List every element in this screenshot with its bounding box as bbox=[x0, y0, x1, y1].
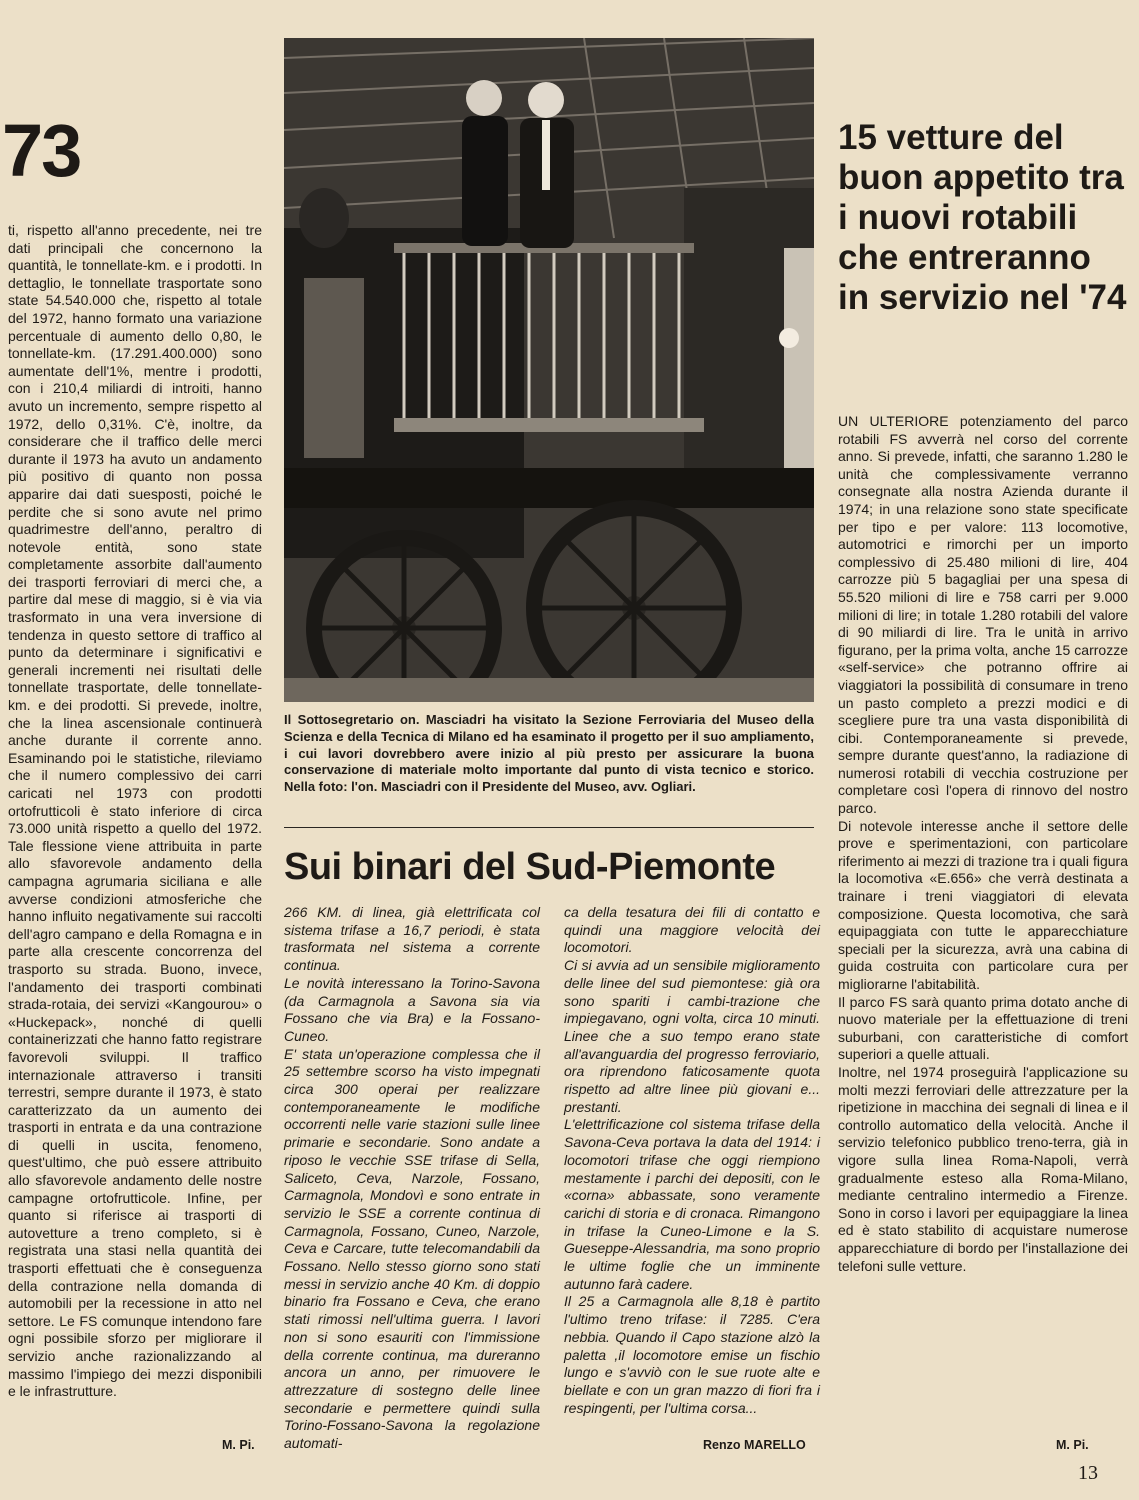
paragraph: Ci si avvia ad un sensibile miglioramento delle linee del sud piemontese: già ora sono spariti i cambi-trazione che impiegavano, ogni volta, circa 10 minuti. Linee che a suo tempo erano state all'avanguardia del progresso ferroviario, ora riprendono faticosamente quota rispetto ad altre linee più giovani e... prestanti. bbox=[564, 957, 820, 1115]
vetture-article bbox=[838, 413, 1128, 1275]
paragraph: Di notevole interesse anche il settore delle prove e sperimentazioni, con particolare riferimento ai mezzi di trazione tra i quali figura la locomotiva «E.656» che verrà destinata a trainare i treni viaggiatori di elevata composizione. Questa locomotiva, che sarà equipaggiata con tutte le apparecchiature speciali per la sicurezza, avrà una cabina di guida costruita con particolare cura per migliorarne l'abitabilità. bbox=[838, 817, 1128, 992]
right-signature: M. Pi. bbox=[1056, 1438, 1089, 1452]
article-column-1 bbox=[284, 904, 540, 1453]
paragraph: UN ULTERIORE potenziamento del parco rotabili FS avverrà nel corso del corrente anno. Si prevede, infatti, che saranno 1.280 le unità che complessivamente verranno consegnate alla nostra Azienda durante il 1974; in una relazione sono state specificate per tipo e per valore: 113 locomotive, automotrici e rimorchi per un importo complessivo di 25.480 milioni di lire, 404 carrozze più 5 bagagliai per una spesa di 55.520 milioni di lire e 758 carri per 9.000 milioni di lire; in totale 1.280 rotabili del valore di 90 miliardi di lire. Tra le unità in arrivo figurano, per la prima volta, anche 15 carrozze «self-service» che potranno offrire ai viaggiatori la possibilità di consumare in treno un pasto completo a prezzi modici e di scegliere pure tra una vasta disponibilità di cibi. Contemporaneamente si prevede, sempre durante quest'anno, la radiazione di numerosi rotabili di vecchia costruzione per completare così l'opera di rinnovo del nostro parco. bbox=[838, 413, 1128, 817]
paragraph: 266 KM. di linea, già elettrificata col sistema trifase a 16,7 periodi, è stata trasformata nel sistema a corrente continua. bbox=[284, 904, 540, 974]
paragraph: Il parco FS sarà quanto prima dotato anche di nuovo materiale per la effettuazione di treni suburbani, con caratteristiche di comfort superiori a quelle attuali. bbox=[838, 993, 1128, 1063]
paragraph: Le novità interessano la Torino-Savona (da Carmagnola a Savona sia via Fossano che via Bra) e la Fossano-Cuneo. bbox=[284, 974, 540, 1044]
paragraph: Inoltre, nel 1974 proseguirà l'applicazione su molti mezzi ferroviari delle attrezzature per la ripetizione in macchina dei segnali di linea e il controllo automatico della velocità. Anche il servizio telefonico pubblico treno-terra, già in vigore sulla linea Roma-Napoli, verrà gradualmente esteso alla Roma-Milano, mediante centralino intermedio a Firenze. Sono in corso i lavori per equipaggiare la linea ed è stato stabilito di acquistare numerose apparecchiature di bordo per l'installazione dei telefoni sulle vetture. bbox=[838, 1063, 1128, 1274]
section-divider bbox=[284, 827, 814, 828]
museum-locomotive-photo bbox=[284, 38, 814, 702]
photo-caption: Il Sottosegretario on. Masciadri ha visitato la Sezione Ferroviaria del Museo della Scienza e della Tecnica di Milano ed ha esaminato il progetto per il suo ampliamento, i cui lavori dovrebbero avere inizio al più presto per assicurare la buona conservazione di materiale molto importante dal punto di vista tecnico e storico. Nella foto: l'on. Masciadri con il Presidente del Museo, avv. Ogliari. bbox=[284, 712, 814, 795]
article-author: Renzo MARELLO bbox=[703, 1438, 806, 1452]
paragraph: ca della tesatura dei fili di contatto e quindi una maggiore velocità dei locomotori. bbox=[564, 904, 820, 956]
paragraph: Il 25 a Carmagnola alle 8,18 è partito l'ultimo treno trifase: il 7285. C'era nebbia. Quando il Capo stazione alzò la paletta ,il locomotore emise un fischio lungo e s'avviò con le sue ruote alte e biellate e con un gran mazzo di fiori fra i respingenti, per l'ultima corsa... bbox=[564, 1293, 820, 1416]
sud-piemonte-headline: Sui binari del Sud-Piemonte bbox=[284, 846, 776, 888]
page-number: 13 bbox=[1078, 1462, 1098, 1484]
paragraph: L'elettrificazione col sistema trifase della Savona-Ceva portava la data del 1914: i locomotori trifase che oggi riempiono mestamente i parchi dei depositi, con le «corna» abbassate, sono veramente carichi di storia e di cronaca. Rimangono in trifase la Cuneo-Limone e la S. Gueseppe-Alessandria, ma sono proprio le ultime foglie che un imminente autunno farà cadere. bbox=[564, 1116, 820, 1292]
year-heading: 73 bbox=[2, 109, 81, 192]
vetture-headline: 15 vetture del buon appetito tra i nuovi rotabili che entreranno in servizio nel '74 bbox=[838, 118, 1127, 317]
left-signature: M. Pi. bbox=[222, 1438, 255, 1452]
article-column-2 bbox=[564, 904, 820, 1417]
left-article-text: ti, rispetto all'anno precedente, nei tre dati principali che concernono la quantità, le tonnellate-km. e i prodotti. In dettaglio, le tonnellate trasportate sono state 54.540.000 che, rispetto al totale del 1972, hanno formato una variazione percentuale di aumento dello 0,80, le tonnellate-km. (17.291.400.000) sono aumentate dell'1%, mentre i prodotti, con i 210,4 miliardi di introiti, hanno avuto un incremento, sempre rispetto al 1972, dello 0,31%. C'è, inoltre, da considerare che il traffico delle merci durante il 1973 ha avuto un andamento più positivo di quanto non possa apparire dai dati suesposti, poiché le perdite che si sono avute nel primo quadrimestre dell'anno, peraltro di notevole entità, sono state completamente assorbite dall'aumento dei trasporti ferroviari di merci che, a partire dal mese di maggio, si è via via trasformato in una vera inversione di tendenza in questo settore di traffico al punto da determinare i significativi e generali incrementi nei risultati delle tonnellate trasportate, delle tonnellate-km. e dei prodotti. Si prevede, inoltre, che la linea ascensionale continuerà anche durante il corrente anno. Esaminando poi le statistiche, rileviamo che il numero complessivo dei carri caricati nel 1973 con prodotti ortofrutticoli è stato inferiore di circa 73.000 unità rispetto a quello del 1972. Tale flessione viene attribuita in parte allo sfavorevole andamento della campagna agrumaria siciliana e alle avverse condizioni atmosferiche che hanno influito negativamente sui raccolti dell'agro campano e della Romagna e in parte alla crescente concorrenza del trasporto su strada. Buono, invece, l'andamento dei trasporti combinati strada-rotaia, dei servizi «Kangourou» o «Huckepack», nonché di quelli containerizzati che hanno fatto registrare favorevoli sviluppi. Il traffico internazionale attraverso i transiti terrestri, sempre durante il 1973, è stato caratterizzato da un aumento dei trasporti in entrata e da una contrazione di quelli in uscita, fenomeno, quest'ultimo, che può essere attribuito allo sfavorevole andamento delle nostre campagne ortofrutticole. Infine, per quanto si riferisce ai trasporti di autovetture a treno completo, si è registrata una stasi nella quantità dei trasporti effettuati che è conseguenza della contrazione nella domanda di automobili per la recessione in atto nel settore. Le FS comunque intendono fare ogni possibile sforzo per migliorare il servizio anche razionalizzando al massimo l'impiego dei mezzi disponibili e le infrastrutture. bbox=[8, 222, 262, 1400]
paragraph: E' stata un'operazione complessa che il 25 settembre scorso ha visto impegnati circa 300 operai per realizzare contemporaneamente le modifiche occorrenti nelle varie stazioni sulle linee primarie e secondarie. Sono andate a riposo le vecchie SSE trifase di Sella, Saliceto, Ceva, Narzole, Fossano, Carmagnola, Mondovì e sono entrate in servizio le SSE a corrente continua di Carmagnola, Fossano, Cuneo, Narzole, Ceva e Carcare, tutte telecomandabili da Fossano. Nello stesso giorno sono stati messi in servizio anche 40 Km. di doppio binario fra Fossano e Ceva, che erano stati rimossi nell'ultima guerra. I lavori non si sono esauriti con l'immissione della corrente continua, ma dureranno ancora un anno, per rimuovere le attrezzature di sostegno delle linee secondarie e permettere quindi sulla Torino-Fossano-Savona la regolazione automati- bbox=[284, 1045, 540, 1452]
photo-illustration bbox=[284, 38, 814, 702]
